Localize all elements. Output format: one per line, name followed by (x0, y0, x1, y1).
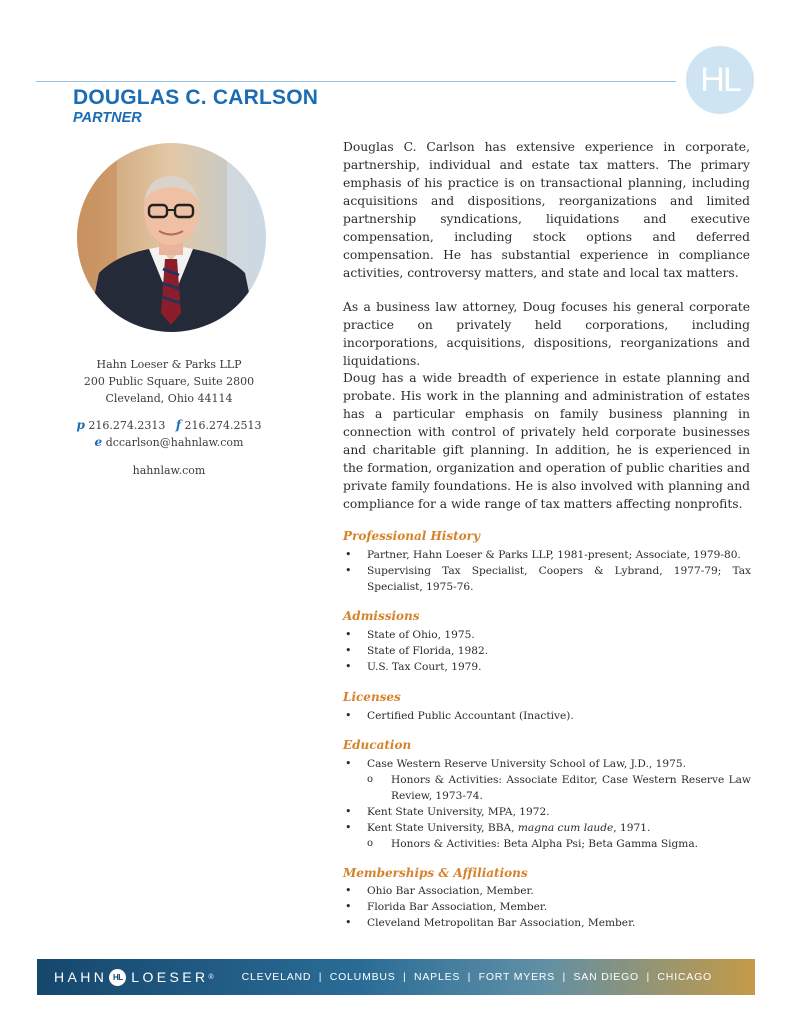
list-item: • Florida Bar Association, Member. (343, 899, 751, 915)
list-item: • Certified Public Accountant (Inactive). (343, 708, 751, 724)
footer-banner (37, 959, 755, 995)
phone-number[interactable]: 216.274.2313 (88, 419, 166, 432)
email-label: e (94, 435, 103, 449)
firm-brand: HAHN HL LOESER ® (54, 969, 214, 985)
website-link[interactable]: hahnlaw.com (132, 464, 206, 477)
attorney-photo (77, 143, 266, 332)
list-item: • Kent State University, MPA, 1972. (343, 804, 751, 820)
fax-label: f (175, 418, 182, 432)
admissions-list (343, 627, 751, 675)
heading-education: Education (343, 738, 412, 752)
professional-history-list (343, 547, 751, 595)
attorney-title: PARTNER (73, 110, 142, 126)
list-subitem: o Honors & Activities: Beta Alpha Psi; Beta Gamma Sigma. (343, 836, 751, 852)
contact-numbers (36, 417, 302, 451)
list-item: • Supervising Tax Specialist, Coopers & Lybrand, 1977-79; Tax Specialist, 1975-76. (343, 563, 751, 595)
list-subitem: o Honors & Activities: Associate Editor, Case Western Reserve Law Review, 1973-74. (343, 772, 751, 804)
honors-latin: magna cum laude (517, 822, 614, 834)
office-address (36, 356, 302, 407)
office-cities: CLEVELAND | COLUMBUS | NAPLES | FORT MYERS | SAN DIEGO | CHICAGO (241, 971, 713, 983)
hl-logo: HL (686, 46, 754, 114)
list-item: • Case Western Reserve University School of Law, J.D., 1975. (343, 756, 751, 772)
bio-paragraph-2: As a business law attorney, Doug focuses his general corporate practice on privately held corporations, including incorporations, acquisitions, dispositions, reorganizations and liquidations. (343, 300, 750, 368)
phone-label: p (76, 418, 85, 432)
heading-admissions: Admissions (343, 609, 420, 623)
address-line-2: Cleveland, Ohio 44114 (105, 392, 233, 405)
attorney-name: DOUGLAS C. CARLSON (73, 86, 319, 109)
address-line-1: 200 Public Square, Suite 2800 (83, 375, 255, 388)
list-item: • Partner, Hahn Loeser & Parks LLP, 1981-present; Associate, 1979-80. (343, 547, 751, 563)
email-link[interactable]: dccarlson@hahnlaw.com (105, 436, 244, 449)
licenses-list (343, 708, 751, 724)
list-item: • Kent State University, BBA, magna cum laude, 1971. (343, 820, 751, 836)
hl-brand-mark-icon: HL (109, 969, 126, 986)
list-item: • U.S. Tax Court, 1979. (343, 659, 751, 675)
heading-professional-history: Professional History (343, 529, 480, 543)
header-rule (36, 81, 676, 82)
list-item: • State of Florida, 1982. (343, 643, 751, 659)
fax-number: 216.274.2513 (184, 419, 262, 432)
firm-name: Hahn Loeser & Parks LLP (96, 358, 242, 371)
heading-memberships: Memberships & Affiliations (343, 866, 528, 880)
list-item: • State of Ohio, 1975. (343, 627, 751, 643)
education-list (343, 756, 751, 852)
list-item: • Cleveland Metropolitan Bar Association, Member. (343, 915, 751, 931)
memberships-list (343, 883, 751, 931)
bio-paragraph-3: Doug has a wide breadth of experience in estate planning and probate. His work in the planning and administration of estates has a particular emphasis on family business planning in connection with control of privately held corporate businesses and charitable gift planning. In addition, he is experienced in the formation, organization and operation of public charities and private family foundations. He is also involved with planning and compliance for a wide range of tax matters affecting nonprofits. (343, 371, 750, 511)
heading-licenses: Licenses (343, 690, 401, 704)
bio-paragraph-1: Douglas C. Carlson has extensive experience in corporate, partnership, individual and estate tax matters. The primary emphasis of his practice is on transactional planning, including acquisitions and dispositions, reorganizations and limited partnership syndications, liquidations and executive compensation, including stock options and deferred compensation. He has substantial experience in compliance activities, controversy matters, and state and local tax matters. (343, 140, 750, 280)
list-item: • Ohio Bar Association, Member. (343, 883, 751, 899)
